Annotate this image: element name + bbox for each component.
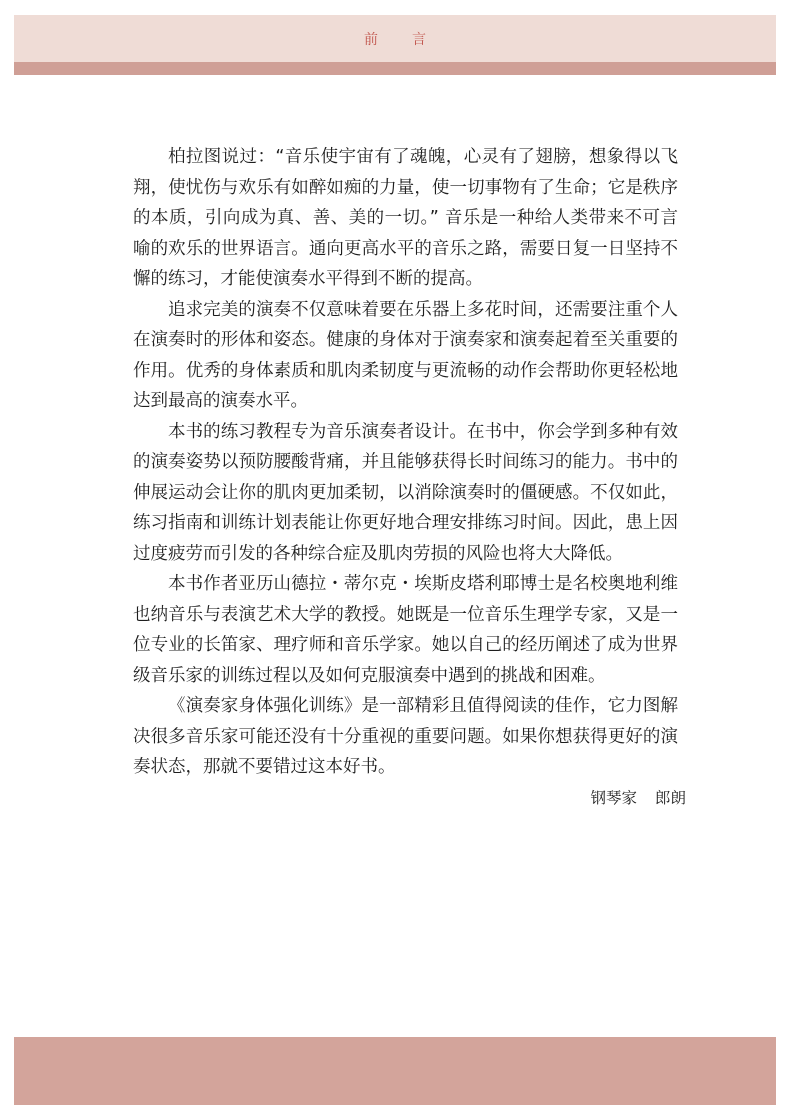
preface-body [133, 142, 678, 783]
paragraph-3: 本书的练习教程专为音乐演奏者设计。在书中，你会学到多种有效的演奏姿势以预防腰酸背痛，并且能够获得长时间练习的能力。书中的伸展运动会让你的肌肉更加柔韧，以消除演奏时的僵硬感。不仅如此，练习指南和训练计划表能让你更好地合理安排练习时间。因此，患上因过度疲劳而引发的各种综合症及肌肉劳损的风险也将大大降低。 [133, 421, 678, 564]
page-footer [14, 1037, 776, 1105]
paragraph-1: 柏拉图说过：“音乐使宇宙有了魂魄，心灵有了翅膀，想象得以飞翔，使忧伤与欢乐有如醉如痴的力量，使一切事物有了生命；它是秩序的本质，引向成为真、善、美的一切。” 音乐是一种给人类带来不可言喻的欢乐的世界语言。通向更高水平的音乐之路，需要日复一日坚持不懈的练习，才能使演奏水平得到不断的提高。 [133, 147, 678, 289]
signature [590, 786, 686, 808]
signature-role: 钢琴家 [590, 789, 637, 807]
page-title: 前 言 [364, 31, 436, 48]
signature-name: 郎朗 [654, 789, 686, 807]
header-rule [14, 62, 776, 75]
page-header [14, 15, 776, 62]
paragraph-4: 本书作者亚历山德拉・蒂尔克・埃斯皮塔利耶博士是名校奥地利维也纳音乐与表演艺术大学的教授。她既是一位音乐生理学专家，又是一位专业的长笛家、理疗师和音乐学家。她以自己的经历阐述了成为世界级音乐家的训练过程以及如何克服演奏中遇到的挑战和困难。 [133, 574, 678, 686]
paragraph-2: 追求完美的演奏不仅意味着要在乐器上多花时间，还需要注重个人在演奏时的形体和姿态。健康的身体对于演奏家和演奏起着至关重要的作用。优秀的身体素质和肌肉柔韧度与更流畅的动作会帮助你更轻松地达到最高的演奏水平。 [133, 299, 678, 411]
paragraph-5: 《演奏家身体强化训练》是一部精彩且值得阅读的佳作，它力图解决很多音乐家可能还没有十分重视的重要问题。如果你想获得更好的演奏状态，那就不要错过这本好书。 [133, 696, 678, 777]
